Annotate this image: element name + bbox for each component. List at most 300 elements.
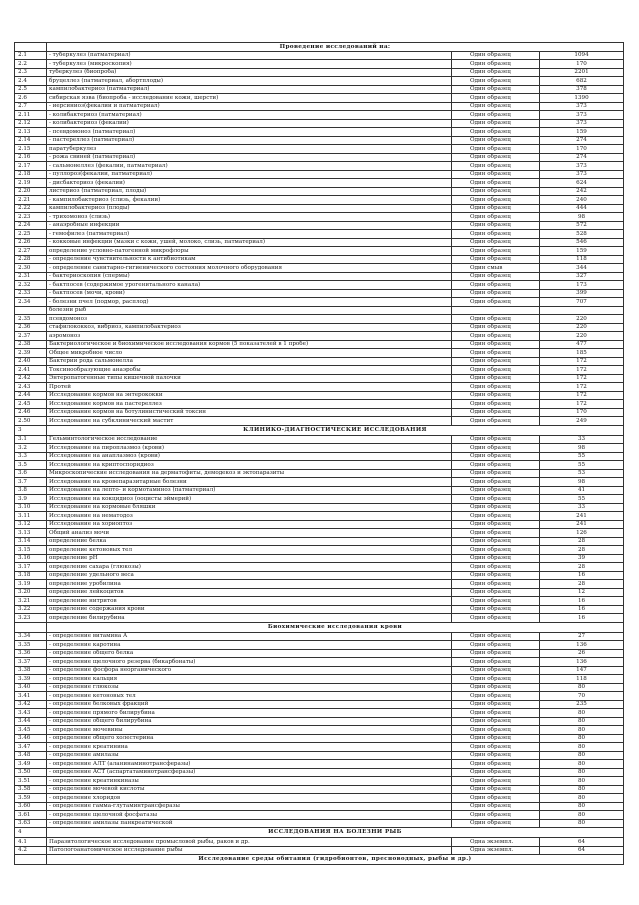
item-price: 172: [540, 400, 624, 409]
item-name: определение нитритов: [47, 597, 452, 606]
item-number: 3.12: [15, 520, 47, 529]
table-row: [15, 196, 624, 205]
item-price: 378: [540, 85, 624, 94]
item-number: 2.31: [15, 272, 47, 281]
item-unit: Один образец: [452, 726, 540, 735]
item-name: - иерсиниоз(фекалии и патматериал): [47, 102, 452, 111]
item-name: - определение хлоридов: [47, 794, 452, 803]
item-price: 33: [540, 503, 624, 512]
item-unit: Один образец: [452, 571, 540, 580]
item-price: 12: [540, 588, 624, 597]
item-number: 2.41: [15, 366, 47, 375]
item-number: 2.1: [15, 51, 47, 60]
table-row: [15, 340, 624, 349]
item-unit: Один образец: [452, 60, 540, 69]
item-number: 2.22: [15, 204, 47, 213]
item-unit: Один образец: [452, 51, 540, 60]
item-name: стафилококкоз, вибриоз, кампилобактериоз: [47, 323, 452, 332]
item-price: 159: [540, 247, 624, 256]
table-row: [15, 700, 624, 709]
item-number: 3.48: [15, 751, 47, 760]
item-price: 682: [540, 77, 624, 86]
item-unit: [452, 306, 540, 315]
item-number: 3.3: [15, 452, 47, 461]
table-row: [15, 734, 624, 743]
table-row: [15, 785, 624, 794]
item-name: Исследование кормов на пастереллез: [47, 400, 452, 409]
table-row: [15, 145, 624, 154]
item-price: 173: [540, 281, 624, 290]
table-row: [15, 298, 624, 307]
item-name: определение белка: [47, 537, 452, 546]
item-name: Бактериологическое и биохимическое исследования кормов (5 показателей в 1 пробе): [47, 340, 452, 349]
table-row: [15, 452, 624, 461]
item-price: 28: [540, 537, 624, 546]
item-price: 1390: [540, 94, 624, 103]
item-unit: Один образец: [452, 323, 540, 332]
table-row: [15, 332, 624, 341]
table-header-title: Проведение исследований на:: [47, 43, 624, 52]
item-unit: Один образец: [452, 221, 540, 230]
item-number: 2.16: [15, 153, 47, 162]
table-row: [15, 571, 624, 580]
table-row: [15, 486, 624, 495]
section-number: 3: [15, 425, 47, 435]
item-unit: Одна экземпл.: [452, 838, 540, 847]
item-unit: Один образец: [452, 281, 540, 290]
item-price: 147: [540, 666, 624, 675]
item-price: 118: [540, 255, 624, 264]
item-name: - определение белковых фракций: [47, 700, 452, 709]
item-unit: Один образец: [452, 289, 540, 298]
table-row: [15, 614, 624, 623]
item-unit: Один образец: [452, 272, 540, 281]
item-unit: Один образец: [452, 383, 540, 392]
item-number: 3.49: [15, 760, 47, 769]
item-number: 2.28: [15, 255, 47, 264]
item-number: 3.11: [15, 512, 47, 521]
item-unit: Один образец: [452, 709, 540, 718]
item-price: [540, 306, 624, 315]
item-name: - дисбактериоз (фекалии): [47, 179, 452, 188]
item-name: Энтеропатогенные типы кишечной палочки: [47, 374, 452, 383]
item-name: Исследование на субклинический мастит: [47, 417, 452, 426]
item-price: 28: [540, 546, 624, 555]
item-name: - определение чувствительности к антибиотикам: [47, 255, 452, 264]
table-row: [15, 444, 624, 453]
table-row: [15, 641, 624, 650]
table-row: [15, 632, 624, 641]
item-unit: Один образец: [452, 391, 540, 400]
item-name: бруцеллез (патматериал, абортплоды): [47, 77, 452, 86]
item-number: 3.6: [15, 469, 47, 478]
item-unit: Одна экземпл.: [452, 846, 540, 855]
item-price: 80: [540, 709, 624, 718]
item-price: 373: [540, 119, 624, 128]
item-number: 3.50: [15, 768, 47, 777]
item-price: 26: [540, 649, 624, 658]
item-unit: Один образец: [452, 751, 540, 760]
table-header-row: [15, 43, 624, 52]
table-row: [15, 281, 624, 290]
section-number: [15, 855, 47, 865]
item-unit: Один образец: [452, 128, 540, 137]
table-row: [15, 811, 624, 820]
item-price: 528: [540, 230, 624, 239]
item-number: 2.38: [15, 340, 47, 349]
table-row: [15, 529, 624, 538]
item-name: - определение щелочной фосфатазы: [47, 811, 452, 820]
table-row: [15, 675, 624, 684]
item-name: Исследование кормов на ботулинистический токсин: [47, 408, 452, 417]
table-row: [15, 846, 624, 855]
header-spacer: [15, 43, 47, 52]
item-number: 3.61: [15, 811, 47, 820]
item-name: определение pH: [47, 554, 452, 563]
item-name: определение билирубина: [47, 614, 452, 623]
item-name: Исследование на криптоспоридиоз: [47, 461, 452, 470]
table-row: [15, 658, 624, 667]
item-name: - рожа свиней (патматериал): [47, 153, 452, 162]
section-row: [15, 828, 624, 838]
table-row: [15, 408, 624, 417]
table-row: [15, 383, 624, 392]
item-number: 2.39: [15, 349, 47, 358]
item-unit: Один образец: [452, 554, 540, 563]
item-price: 16: [540, 605, 624, 614]
item-unit: Один образец: [452, 145, 540, 154]
item-number: 2.50: [15, 417, 47, 426]
item-unit: Один образец: [452, 357, 540, 366]
item-price: 235: [540, 700, 624, 709]
item-number: 3.43: [15, 709, 47, 718]
item-number: 2.45: [15, 400, 47, 409]
item-price: 70: [540, 692, 624, 701]
item-name: листериоз (патматериал, плоды): [47, 187, 452, 196]
item-name: кампилобактериоз (плоды): [47, 204, 452, 213]
item-name: Исследование на лепто- и кормотаминоз (патматериал): [47, 486, 452, 495]
item-name: определение условно-патогенной микрофлоры: [47, 247, 452, 256]
item-price: 16: [540, 571, 624, 580]
item-unit: Один образец: [452, 400, 540, 409]
item-price: 159: [540, 128, 624, 137]
item-price: 33: [540, 435, 624, 444]
item-number: 2.44: [15, 391, 47, 400]
item-price: 185: [540, 349, 624, 358]
item-name: - колибактериоз (патматериал): [47, 111, 452, 120]
item-price: 28: [540, 563, 624, 572]
item-price: 55: [540, 461, 624, 470]
item-price: 80: [540, 734, 624, 743]
item-unit: Один образец: [452, 700, 540, 709]
item-price: 64: [540, 838, 624, 847]
item-number: 2.23: [15, 213, 47, 222]
item-name: - бактпосев (содержимое урогенитального канала): [47, 281, 452, 290]
item-number: 3.2: [15, 444, 47, 453]
item-number: 2.21: [15, 196, 47, 205]
item-price: 172: [540, 391, 624, 400]
table-row: [15, 94, 624, 103]
item-name: Общее микробное число: [47, 349, 452, 358]
table-row: [15, 597, 624, 606]
item-name: определение уробилина: [47, 580, 452, 589]
item-price: 172: [540, 357, 624, 366]
item-number: 2.20: [15, 187, 47, 196]
item-name: - определение глюкозы: [47, 683, 452, 692]
item-number: 2.6: [15, 94, 47, 103]
item-name: паратуберкулез: [47, 145, 452, 154]
item-name: определение удельного веса: [47, 571, 452, 580]
table-row: [15, 136, 624, 145]
item-unit: Один образец: [452, 332, 540, 341]
section-title: Исследование среды обитания (гидробионтов, пресноводных, рыбы и др.): [47, 855, 624, 865]
item-unit: Один образец: [452, 340, 540, 349]
item-name: - сальмонеллез (фекалии, патматериал): [47, 162, 452, 171]
item-price: 16: [540, 597, 624, 606]
item-name: - трихомоноз (слизь): [47, 213, 452, 222]
item-unit: Один образец: [452, 162, 540, 171]
item-number: 3.5: [15, 461, 47, 470]
item-price: 80: [540, 717, 624, 726]
item-number: 3.36: [15, 649, 47, 658]
item-price: 373: [540, 102, 624, 111]
item-name: Исследование на хориоптоз: [47, 520, 452, 529]
item-number: 3.21: [15, 597, 47, 606]
item-number: 2.13: [15, 128, 47, 137]
item-number: 2.18: [15, 170, 47, 179]
item-name: - определение общего холестерина: [47, 734, 452, 743]
item-price: 27: [540, 632, 624, 641]
table-row: [15, 478, 624, 487]
table-row: [15, 102, 624, 111]
table-row: [15, 683, 624, 692]
price-table-body: [15, 43, 624, 865]
item-number: 3.51: [15, 777, 47, 786]
item-price: 242: [540, 187, 624, 196]
item-price: 53: [540, 469, 624, 478]
item-unit: Один образец: [452, 520, 540, 529]
item-unit: Один образец: [452, 588, 540, 597]
item-name: - определение креатинина: [47, 743, 452, 752]
item-name: - кампилобактериоз (слизь, фекалии): [47, 196, 452, 205]
item-price: 170: [540, 408, 624, 417]
item-name: Исследование на кокцидиоз (ооцисты эймерий): [47, 495, 452, 504]
item-number: 3.59: [15, 794, 47, 803]
item-price: 170: [540, 145, 624, 154]
item-number: 3.22: [15, 605, 47, 614]
item-name: - определение общего белка: [47, 649, 452, 658]
item-name: - определение амилазы панкреатической: [47, 819, 452, 828]
item-number: 2.33: [15, 289, 47, 298]
item-unit: Один образец: [452, 495, 540, 504]
item-unit: Один образец: [452, 461, 540, 470]
table-row: [15, 85, 624, 94]
item-unit: Один образец: [452, 802, 540, 811]
item-unit: Один образец: [452, 683, 540, 692]
table-row: [15, 819, 624, 828]
item-unit: Один образец: [452, 111, 540, 120]
item-unit: Один образец: [452, 153, 540, 162]
table-row: [15, 588, 624, 597]
item-number: 3.40: [15, 683, 47, 692]
item-unit: Один образец: [452, 94, 540, 103]
item-number: 3.60: [15, 802, 47, 811]
table-row: [15, 563, 624, 572]
table-row: [15, 264, 624, 273]
table-row: [15, 374, 624, 383]
item-unit: Один образец: [452, 734, 540, 743]
item-number: 2.24: [15, 221, 47, 230]
table-row: [15, 469, 624, 478]
item-unit: Один образец: [452, 179, 540, 188]
item-unit: Один образец: [452, 366, 540, 375]
item-unit: Один образец: [452, 170, 540, 179]
item-price: 80: [540, 785, 624, 794]
table-row: [15, 255, 624, 264]
table-row: [15, 366, 624, 375]
item-name: - болезни пчел (подмор, расплод): [47, 298, 452, 307]
item-number: 3.13: [15, 529, 47, 538]
item-price: 327: [540, 272, 624, 281]
table-row: [15, 128, 624, 137]
item-unit: Один образец: [452, 819, 540, 828]
table-row: [15, 546, 624, 555]
item-unit: Один образец: [452, 255, 540, 264]
item-price: 444: [540, 204, 624, 213]
table-row: [15, 743, 624, 752]
item-number: 2.3: [15, 68, 47, 77]
item-number: 2.40: [15, 357, 47, 366]
item-unit: Один образец: [452, 777, 540, 786]
item-price: 172: [540, 366, 624, 375]
item-number: 2.15: [15, 145, 47, 154]
item-unit: Один образец: [452, 238, 540, 247]
item-unit: Один образец: [452, 298, 540, 307]
item-number: 3.10: [15, 503, 47, 512]
item-unit: Один образец: [452, 478, 540, 487]
item-number: 3.35: [15, 641, 47, 650]
item-unit: Один образец: [452, 811, 540, 820]
item-number: 3.20: [15, 588, 47, 597]
table-row: [15, 435, 624, 444]
item-unit: Один образец: [452, 658, 540, 667]
item-number: 2.4: [15, 77, 47, 86]
item-name: псевдомоноз: [47, 315, 452, 324]
item-unit: Один образец: [452, 349, 540, 358]
item-price: 2201: [540, 68, 624, 77]
section-number: 4: [15, 828, 47, 838]
item-name: Гельминтологическое исследование: [47, 435, 452, 444]
item-number: 2.42: [15, 374, 47, 383]
item-name: - гемофилез (патматериал): [47, 230, 452, 239]
table-row: [15, 272, 624, 281]
item-name: - пастереллез (патматериал): [47, 136, 452, 145]
item-unit: Один образец: [452, 315, 540, 324]
item-unit: Один образец: [452, 102, 540, 111]
item-number: 3.37: [15, 658, 47, 667]
table-row: [15, 51, 624, 60]
item-name: - определение щелочного резерва (бикарбонаты): [47, 658, 452, 667]
table-row: [15, 213, 624, 222]
item-price: 707: [540, 298, 624, 307]
item-price: 80: [540, 794, 624, 803]
item-price: 98: [540, 478, 624, 487]
table-row: [15, 554, 624, 563]
item-unit: Один образец: [452, 247, 540, 256]
table-row: [15, 709, 624, 718]
item-number: 2.34: [15, 298, 47, 307]
item-name: Патологоанатомическое исследование рыбы: [47, 846, 452, 855]
item-name: - определение гамма-глутаминтрансферазы: [47, 802, 452, 811]
item-price: 220: [540, 323, 624, 332]
table-row: [15, 187, 624, 196]
item-number: 3.23: [15, 614, 47, 623]
item-number: 2.17: [15, 162, 47, 171]
item-price: 373: [540, 170, 624, 179]
table-row: [15, 537, 624, 546]
section-row: [15, 425, 624, 435]
table-row: [15, 119, 624, 128]
item-number: 3.58: [15, 785, 47, 794]
table-row: [15, 649, 624, 658]
item-price: 39: [540, 554, 624, 563]
item-name: - определение кетоновых тел: [47, 692, 452, 701]
item-number: 2.7: [15, 102, 47, 111]
item-name: - определение кальция: [47, 675, 452, 684]
table-row: [15, 111, 624, 120]
table-row: [15, 170, 624, 179]
item-number: 2.35: [15, 315, 47, 324]
item-price: 80: [540, 760, 624, 769]
item-unit: Один образец: [452, 374, 540, 383]
item-unit: Один образец: [452, 213, 540, 222]
item-name: Микроскопические исследования на дерматофиты, демодекоз и эктопаразиты: [47, 469, 452, 478]
table-row: [15, 391, 624, 400]
item-number: 2.36: [15, 323, 47, 332]
item-number: 2.14: [15, 136, 47, 145]
item-number: 3.17: [15, 563, 47, 572]
item-number: 2.32: [15, 281, 47, 290]
item-number: 2.2: [15, 60, 47, 69]
item-name: - туберкулез (патматериал): [47, 51, 452, 60]
item-unit: Один образец: [452, 452, 540, 461]
table-row: [15, 512, 624, 521]
item-name: - определение фосфора неорганического: [47, 666, 452, 675]
item-unit: Один образец: [452, 785, 540, 794]
item-price: 80: [540, 726, 624, 735]
item-number: [15, 306, 47, 315]
table-row: [15, 461, 624, 470]
item-name: определение сахара (глюкозы): [47, 563, 452, 572]
item-price: 80: [540, 768, 624, 777]
table-row: [15, 323, 624, 332]
item-number: 3.19: [15, 580, 47, 589]
item-unit: Один образец: [452, 512, 540, 521]
item-price: 172: [540, 374, 624, 383]
item-name: туберкулез (биопроба): [47, 68, 452, 77]
item-number: 3.15: [15, 546, 47, 555]
section-row: [15, 855, 624, 865]
item-name: - определение каротина: [47, 641, 452, 650]
table-row: [15, 238, 624, 247]
item-unit: Один образец: [452, 794, 540, 803]
item-unit: Один образец: [452, 760, 540, 769]
item-name: определение лейкоцитов: [47, 588, 452, 597]
item-name: Исследование на кормовые бляшки: [47, 503, 452, 512]
item-unit: Один образец: [452, 136, 540, 145]
item-number: 3.42: [15, 700, 47, 709]
table-row: [15, 777, 624, 786]
